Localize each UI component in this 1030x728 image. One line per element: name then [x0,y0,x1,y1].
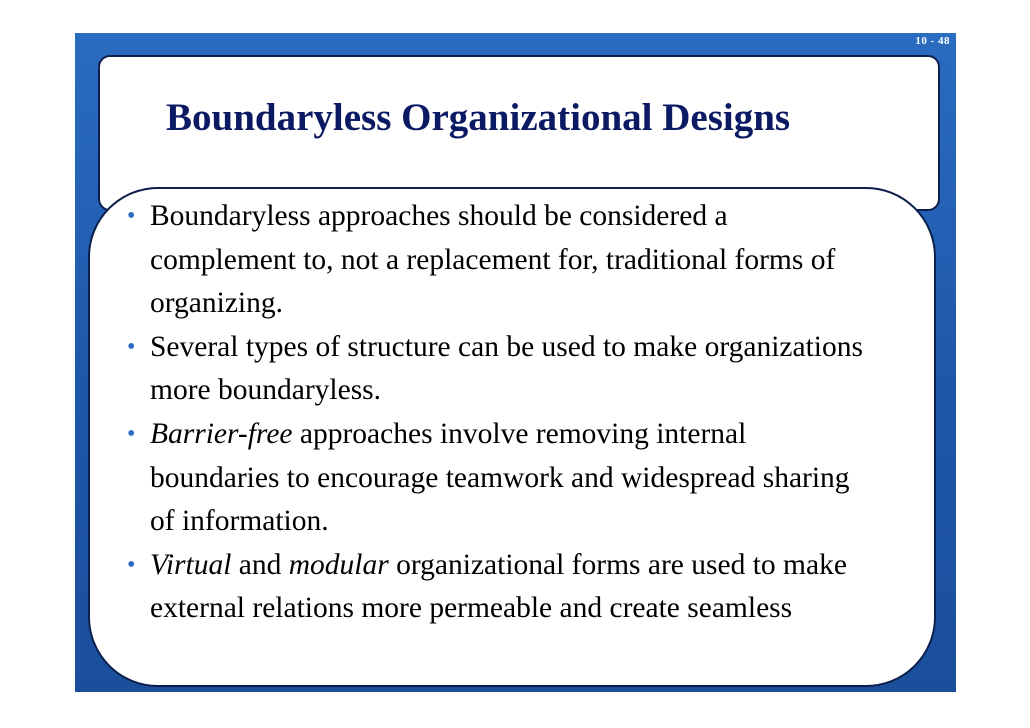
bullet-item [112,544,872,631]
bullet-item [112,326,872,413]
bullet-dot-icon: • [127,551,136,578]
page-number: 10 - 48 [915,35,950,47]
bullet-list [112,195,872,631]
bullet-text: organizational forms are used to make external relations more permeable and create seamless [150,548,847,625]
bullet-item [112,195,872,326]
bullet-item [112,413,872,544]
bullet-text: and [231,548,289,581]
bullet-emphasis: Barrier-free [150,417,293,450]
bullet-text: Boundaryless approaches should be considered a complement to, not a replacement for, traditional forms of organizing. [150,200,836,320]
bullet-text: approaches involve removing internal boundaries to encourage teamwork and widespread sharing of information. [150,417,850,538]
bullet-text: Several types of structure can be used to make organizations more boundaryless. [150,330,863,407]
bullet-dot-icon: • [127,203,136,229]
bullet-dot-icon: • [127,333,136,360]
bullet-dot-icon: • [127,420,136,447]
bullet-emphasis: modular [288,548,389,581]
bullet-emphasis: Virtual [150,548,232,581]
slide-title: Boundaryless Organizational Designs [166,96,791,139]
slide [75,33,956,692]
